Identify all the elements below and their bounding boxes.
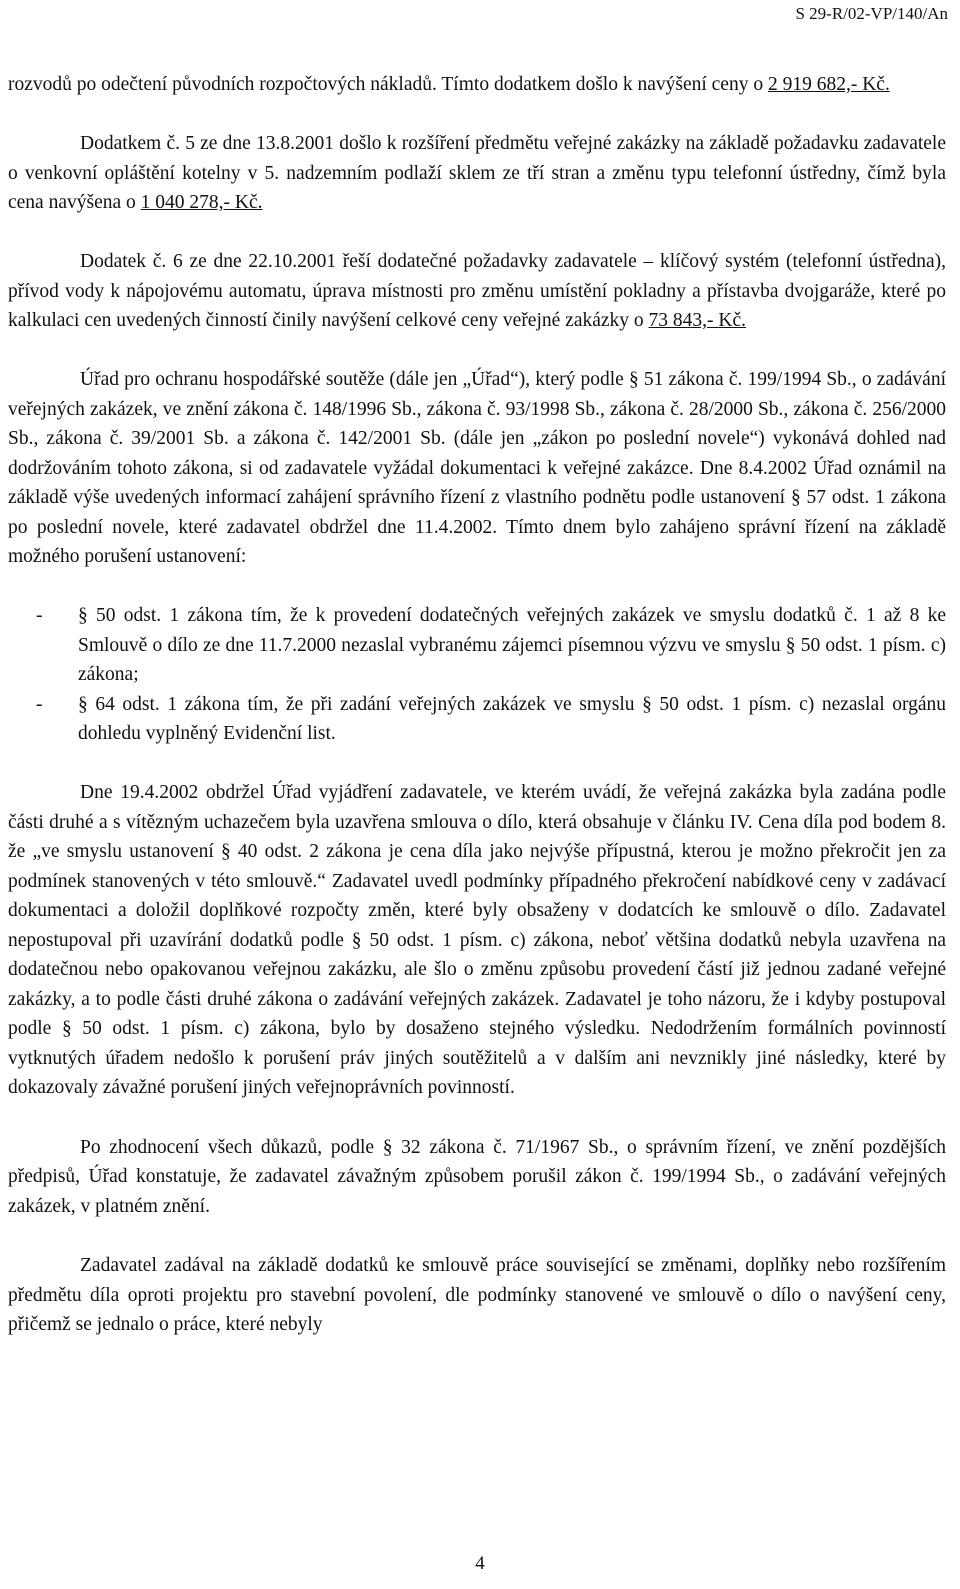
- paragraph-contracting-authority-statement: Dne 19.4.2002 obdržel Úřad vyjádření zadavatele, ve kterém uvádí, že veřejná zakázka byla zadána podle části druhé a s vítězným uchazečem byla uzavřena smlouva o dílo, která obsahuje v článku IV. Cena díla pod bodem 8. že „ve smyslu ustanovení § 40 odst. 2 zákona je cena díla jako nejvýše přípustná, kterou je možno překročit jen za podmínek stanovených v této smlouvě.“ Zadavatel uvedl podmínky případného překročení nabídkové ceny v zadávací dokumentaci a doložil doplňkové rozpočty změn, které byly obsaženy v dodatcích ke smlouvě o dílo. Zadavatel nepostupoval při uzavírání dodatků podle § 50 odst. 1 písm. c) zákona, neboť většina dodatků nebyla uzavřena na dodatečnou nebo opakovanou veřejnou zakázku, ale šlo o změnu způsobu provedení částí již jednou zadané veřejné zakázky, a to podle části druhé zákona o zadávání veřejných zakázek. Zadavatel je toho názoru, že i kdyby postupoval podle § 50 odst. 1 písm. c) zákona, bylo by dosaženo stejného výsledku. Nedodržením formálních povinností vytknutých úřadem nedošlo k porušení práv jiných soutěžitelů a v dalším ani nevznikly jiné následky, které by dokazovaly závažné porušení jiných veřejnoprávních povinností.: [8, 782, 946, 1098]
- amount-value: 73 843,- Kč.: [648, 310, 747, 331]
- violations-list: [8, 601, 946, 749]
- paragraph-contract-changes: Zadavatel zadával na základě dodatků ke smlouvě práce související se změnami, doplňky nebo rozšířením předmětu díla oproti projektu pro stavební povolení, dle podmínky stanovené ve smlouvě o dílo o navýšení ceny, přičemž se jednalo o práce, které nebyly: [8, 1255, 946, 1335]
- list-item-text: § 64 odst. 1 zákona tím, že při zadání veřejných zakázek ve smyslu § 50 odst. 1 písm. c) nezaslal orgánu dohledu vyplněný Evidenční list.: [78, 693, 946, 744]
- paragraph-amendment-6: [8, 247, 946, 336]
- amount-value: 1 040 278,- Kč.: [140, 192, 263, 213]
- paragraph-text: rozvodů po odečtení původních rozpočtových nákladů. Tímto dodatkem došlo k navýšení ceny o: [8, 74, 768, 95]
- document-body: [8, 70, 946, 1340]
- paragraph-text: Dodatek č. 6 ze dne 22.10.2001 řeší dodatečné požadavky zadavatele – klíčový systém (telefonní ústředna), přívod vody k nápojovému automatu, úprava místnosti pro změnu umístění pokladny a přístavba dvojgaráže, které po kalkulaci cen uvedených činností činily navýšení celkové ceny veřejné zakázky o: [8, 251, 946, 331]
- list-item-text: § 50 odst. 1 zákona tím, že k provedení dodatečných veřejných zakázek ve smyslu dodatků č. 1 až 8 ke Smlouvě o dílo ze dne 11.7.2000 nezaslal vybranému zájemci písemnou výzvu ve smyslu § 50 odst. 1 písm. c) zákona;: [78, 605, 946, 685]
- page-number: 4: [475, 1553, 485, 1574]
- list-dash: -: [36, 693, 43, 715]
- document-reference: S 29-R/02-VP/140/An: [795, 4, 948, 23]
- list-item: [8, 690, 946, 749]
- paragraph-text: Dodatkem č. 5 ze dne 13.8.2001 došlo k rozšíření předmětu veřejné zakázky na základě požadavku zadavatele o venkovní opláštění kotelny v 5. nadzemním podlaží sklem ze tří stran a změnu typu telefonní ústředny, čímž byla cena navýšena o: [8, 133, 946, 213]
- list-dash: -: [36, 605, 43, 626]
- paragraph-evaluation: Po zhodnocení všech důkazů, podle § 32 zákona č. 71/1967 Sb., o správním řízení, ve znění pozdějších předpisů, Úřad konstatuje, že zadavatel závažným způsobem porušil zákon č. 199/1994 Sb., o zadávání veřejných zakázek, v platném znění.: [8, 1136, 946, 1217]
- amount-value: 2 919 682,- Kč.: [767, 74, 890, 95]
- paragraph-office-proceedings: Úřad pro ochranu hospodářské soutěže (dále jen „Úřad“), který podle § 51 zákona č. 199/1994 Sb., o zadávání veřejných zakázek, ve znění zákona č. 148/1996 Sb., zákona č. 93/1998 Sb., zákona č. 28/2000 Sb., zákona č. 256/2000 Sb., zákona č. 39/2001 Sb. a zákona č. 142/2001 Sb. (dále jen „zákon po poslední novele“) vykonává dohled nad dodržováním tohoto zákona, si od zadavatele vyžádal dokumentaci k veřejné zakázce. Dne 8.4.2002 Úřad oznámil na základě výše uvedených informací zahájení správního řízení z vlastního podnětu podle ustanovení § 57 odst. 1 zákona po poslední novele, které zadavatel obdržel dne 11.4.2002. Tímto dnem bylo zahájeno správní řízení na základě možného porušení ustanovení:: [8, 369, 946, 567]
- paragraph-amendment-4: [8, 70, 946, 100]
- paragraph-amendment-5: [8, 129, 946, 218]
- list-item: [8, 601, 946, 690]
